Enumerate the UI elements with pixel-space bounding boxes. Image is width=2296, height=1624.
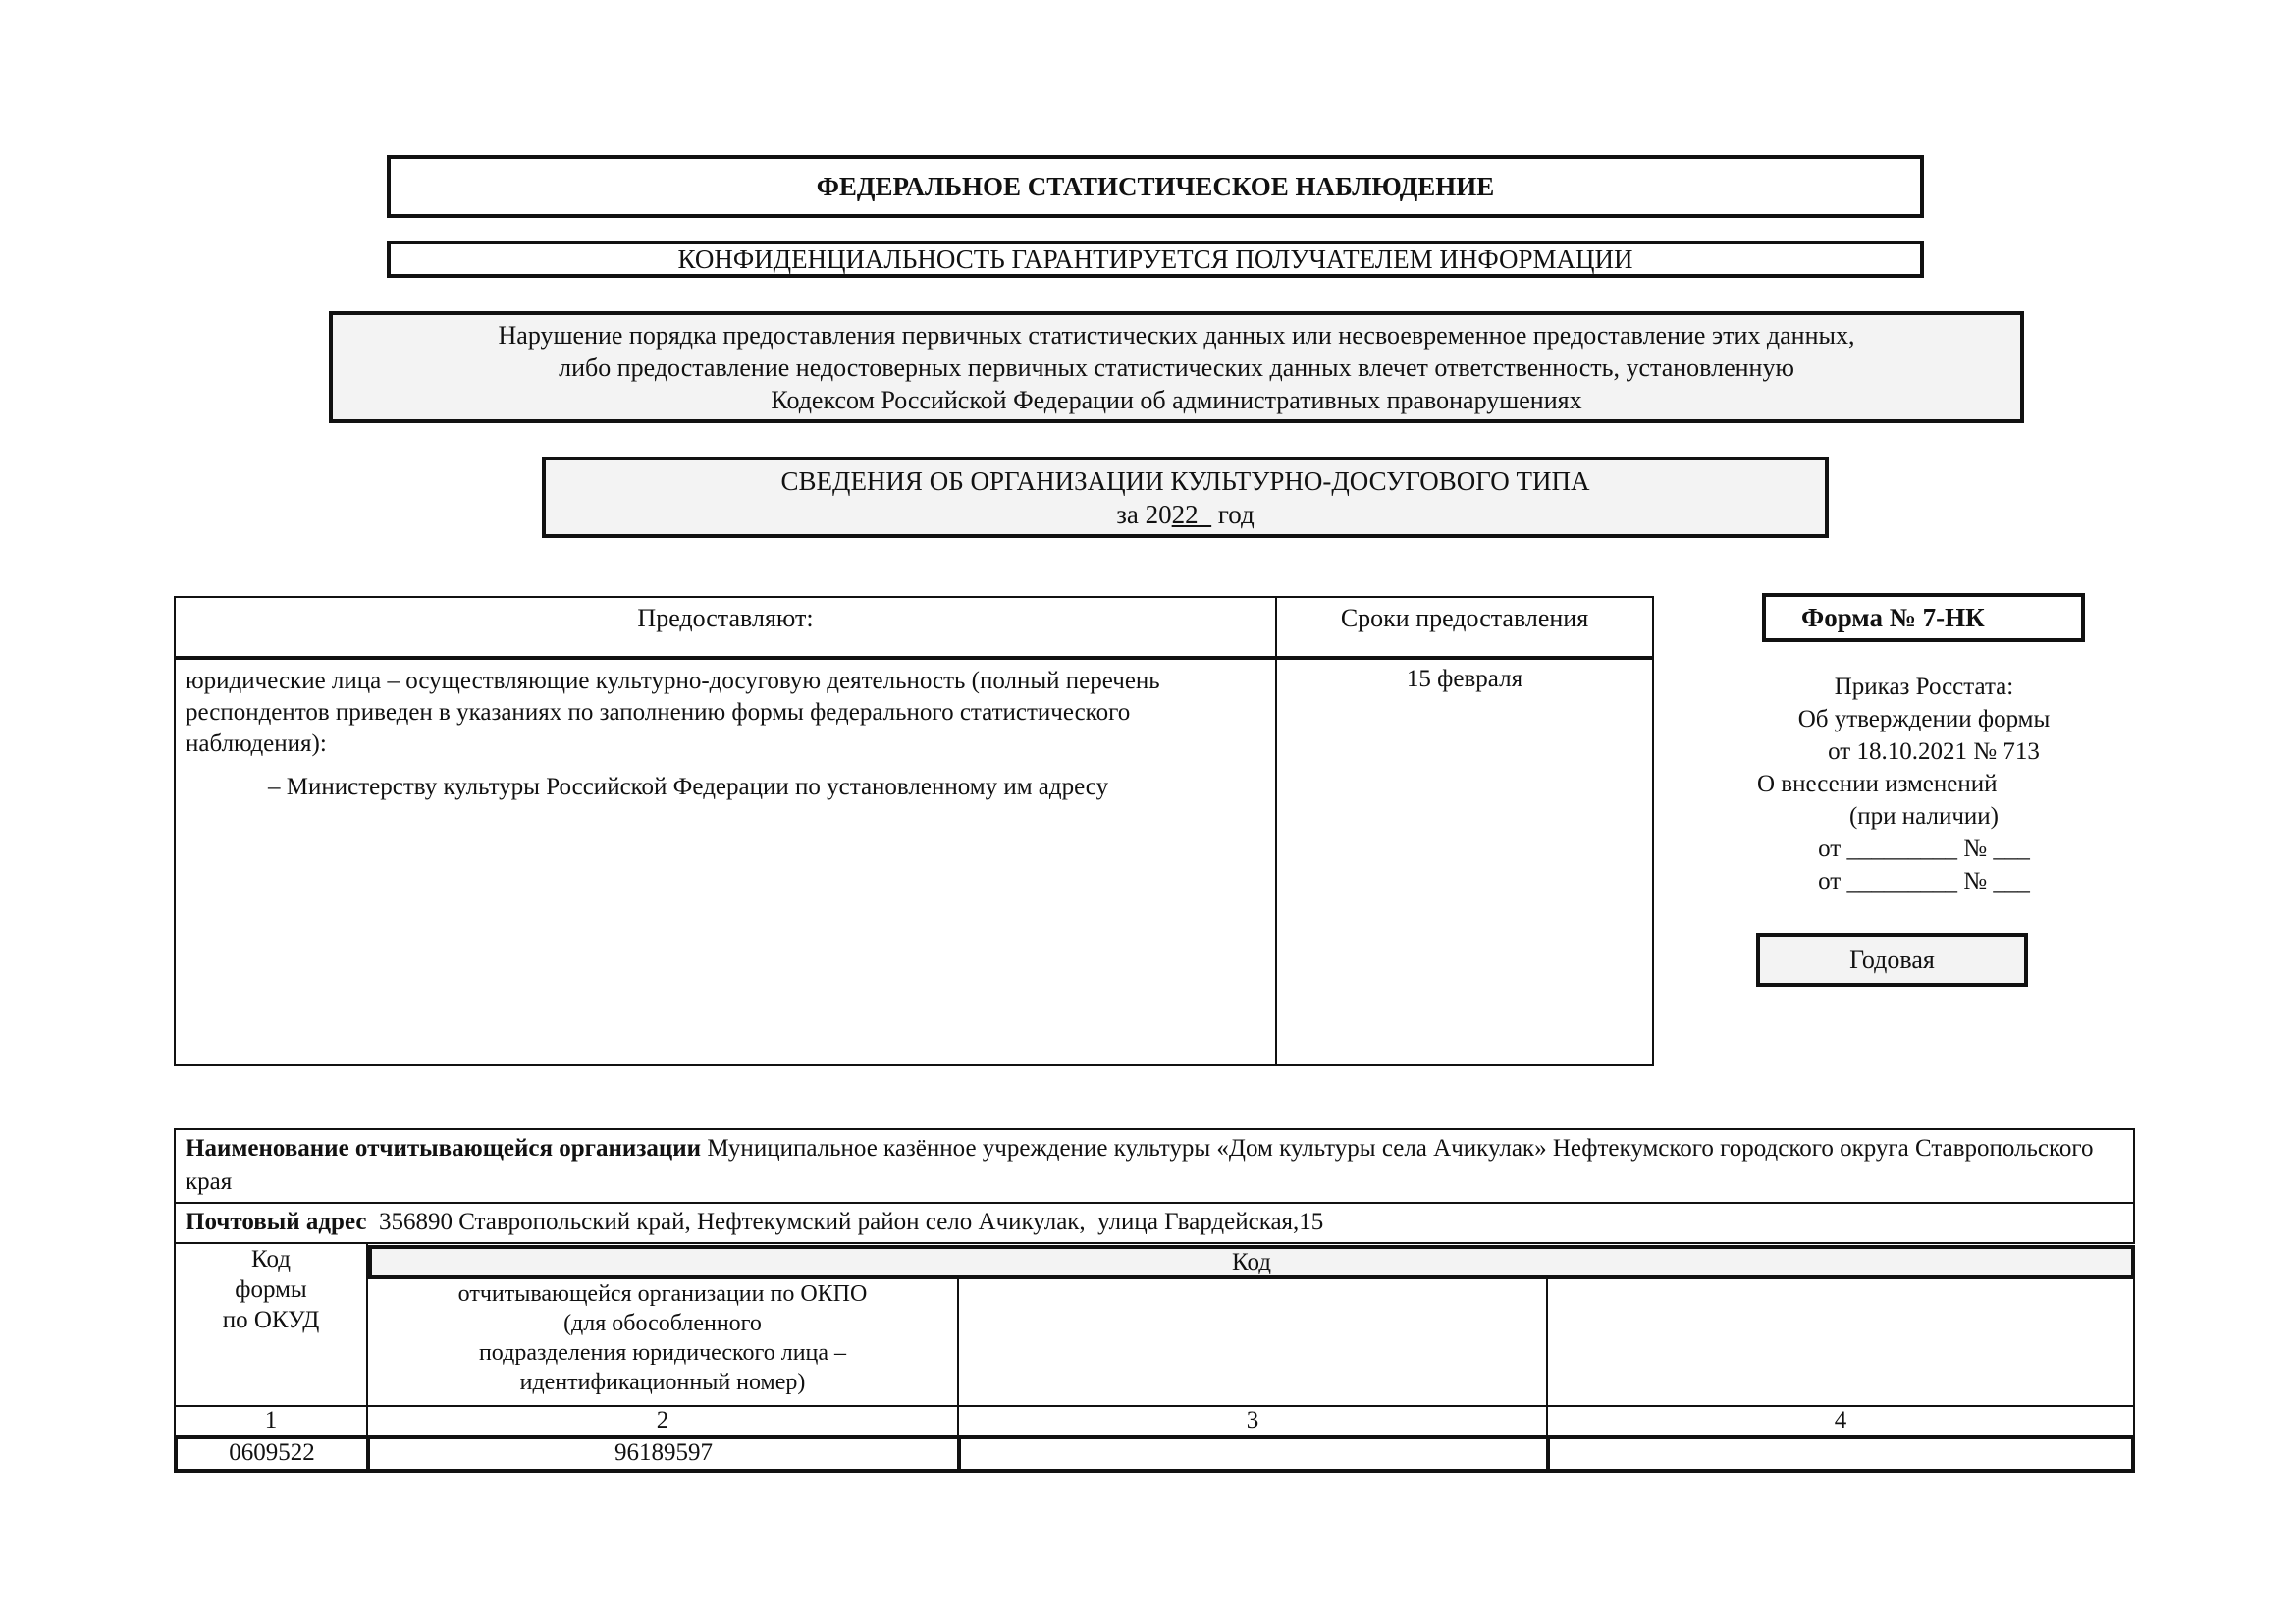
federal-observation-header xyxy=(387,155,1924,218)
confidentiality-text: КОНФИДЕНЦИАЛЬНОСТЬ ГАРАНТИРУЕТСЯ ПОЛУЧАТЕЛЕМ ИНФОРМАЦИИ xyxy=(677,244,1633,274)
order-line: О внесении изменений xyxy=(1757,771,1998,797)
submitters-text: юридические лица – осуществляющие культурно-досуговую деятельность (полный перечень респондентов приведен в указаниях по заполнению формы федерального статистического наблюдения): xyxy=(186,668,1160,757)
code-column-4-header xyxy=(1548,1279,2135,1405)
organization-block xyxy=(174,1128,2135,1244)
period-text: Годовая xyxy=(1849,945,1935,974)
order-line: Приказ Росстата: xyxy=(1834,674,2014,700)
submitters-cell xyxy=(176,660,1277,1064)
form-number: Форма № 7-НК xyxy=(1801,602,1985,632)
confidentiality-header xyxy=(387,241,1924,278)
report-year-line xyxy=(1116,498,1255,531)
period-box xyxy=(1756,933,2028,987)
deadline-header: Сроки предоставления xyxy=(1277,598,1652,660)
submitters-header: Предоставляют: xyxy=(176,598,1277,660)
report-year: 22 xyxy=(1171,499,1212,529)
codes-table xyxy=(174,1242,2135,1473)
warning-line-2: либо предоставление недостоверных первичных статистических данных влечет ответственность, установленную xyxy=(559,352,1794,382)
order-line: от _________ № ___ xyxy=(1818,868,2030,894)
code-header: Код xyxy=(368,1245,2135,1279)
warning-line-3: Кодексом Российской Федерации об административных правонарушениях xyxy=(771,385,1582,414)
organization-name-value: Муниципальное казённое учреждение культуры «Дом культуры села Ачикулак» Нефтекумского городского округа Ставропольского края xyxy=(186,1135,2094,1195)
column-number: 3 xyxy=(959,1405,1548,1436)
order-line: от _________ № ___ xyxy=(1818,836,2030,862)
okud-header: Код формы по ОКУД xyxy=(174,1242,368,1405)
liability-warning xyxy=(329,311,2024,423)
recipient-text: – Министерству культуры Российской Федерации по установленному им адресу xyxy=(268,774,1109,800)
okpo-code-value: 96189597 xyxy=(366,1435,961,1473)
submission-table xyxy=(174,596,1654,1066)
postal-address-value: 356890 Ставропольский край, Нефтекумский район село Ачикулак, улица Гвардейская,15 xyxy=(366,1209,1324,1235)
code-column-3-value xyxy=(957,1435,1550,1473)
federal-observation-text: ФЕДЕРАЛЬНОЕ СТАТИСТИЧЕСКОЕ НАБЛЮДЕНИЕ xyxy=(816,171,1495,201)
order-line: (при наличии) xyxy=(1848,803,2000,830)
order-line: Об утверждении формы xyxy=(1797,706,2051,732)
warning-line-1: Нарушение порядка предоставления первичных статистических данных или несвоевременное предоставление этих данных, xyxy=(498,320,1855,350)
column-number: 2 xyxy=(368,1405,959,1436)
year-prefix: за 20 xyxy=(1116,499,1172,529)
okpo-header: отчитывающейся организации по ОКПО (для обособленного подразделения юридического лица – идентификационный номер) xyxy=(368,1279,959,1405)
column-number: 4 xyxy=(1548,1405,2135,1436)
report-title-text: СВЕДЕНИЯ ОБ ОРГАНИЗАЦИИ КУЛЬТУРНО-ДОСУГОВОГО ТИПА xyxy=(780,465,1590,496)
code-column-3-header xyxy=(959,1279,1548,1405)
deadline-cell: 15 февраля xyxy=(1406,666,1523,692)
organization-name-label: Наименование отчитывающейся организации xyxy=(186,1135,702,1162)
year-suffix: год xyxy=(1211,499,1255,529)
report-title xyxy=(542,457,1829,538)
column-number: 1 xyxy=(174,1405,368,1436)
order-info xyxy=(1728,671,2120,897)
okud-code-value: 0609522 xyxy=(174,1435,370,1473)
code-column-4-value xyxy=(1546,1435,2135,1473)
order-line: от 18.10.2021 № 713 xyxy=(1828,738,2040,765)
postal-address-row xyxy=(176,1204,2133,1242)
form-number-box xyxy=(1762,593,2085,642)
organization-name-row xyxy=(176,1130,2133,1204)
postal-address-label: Почтовый адрес xyxy=(186,1209,367,1235)
